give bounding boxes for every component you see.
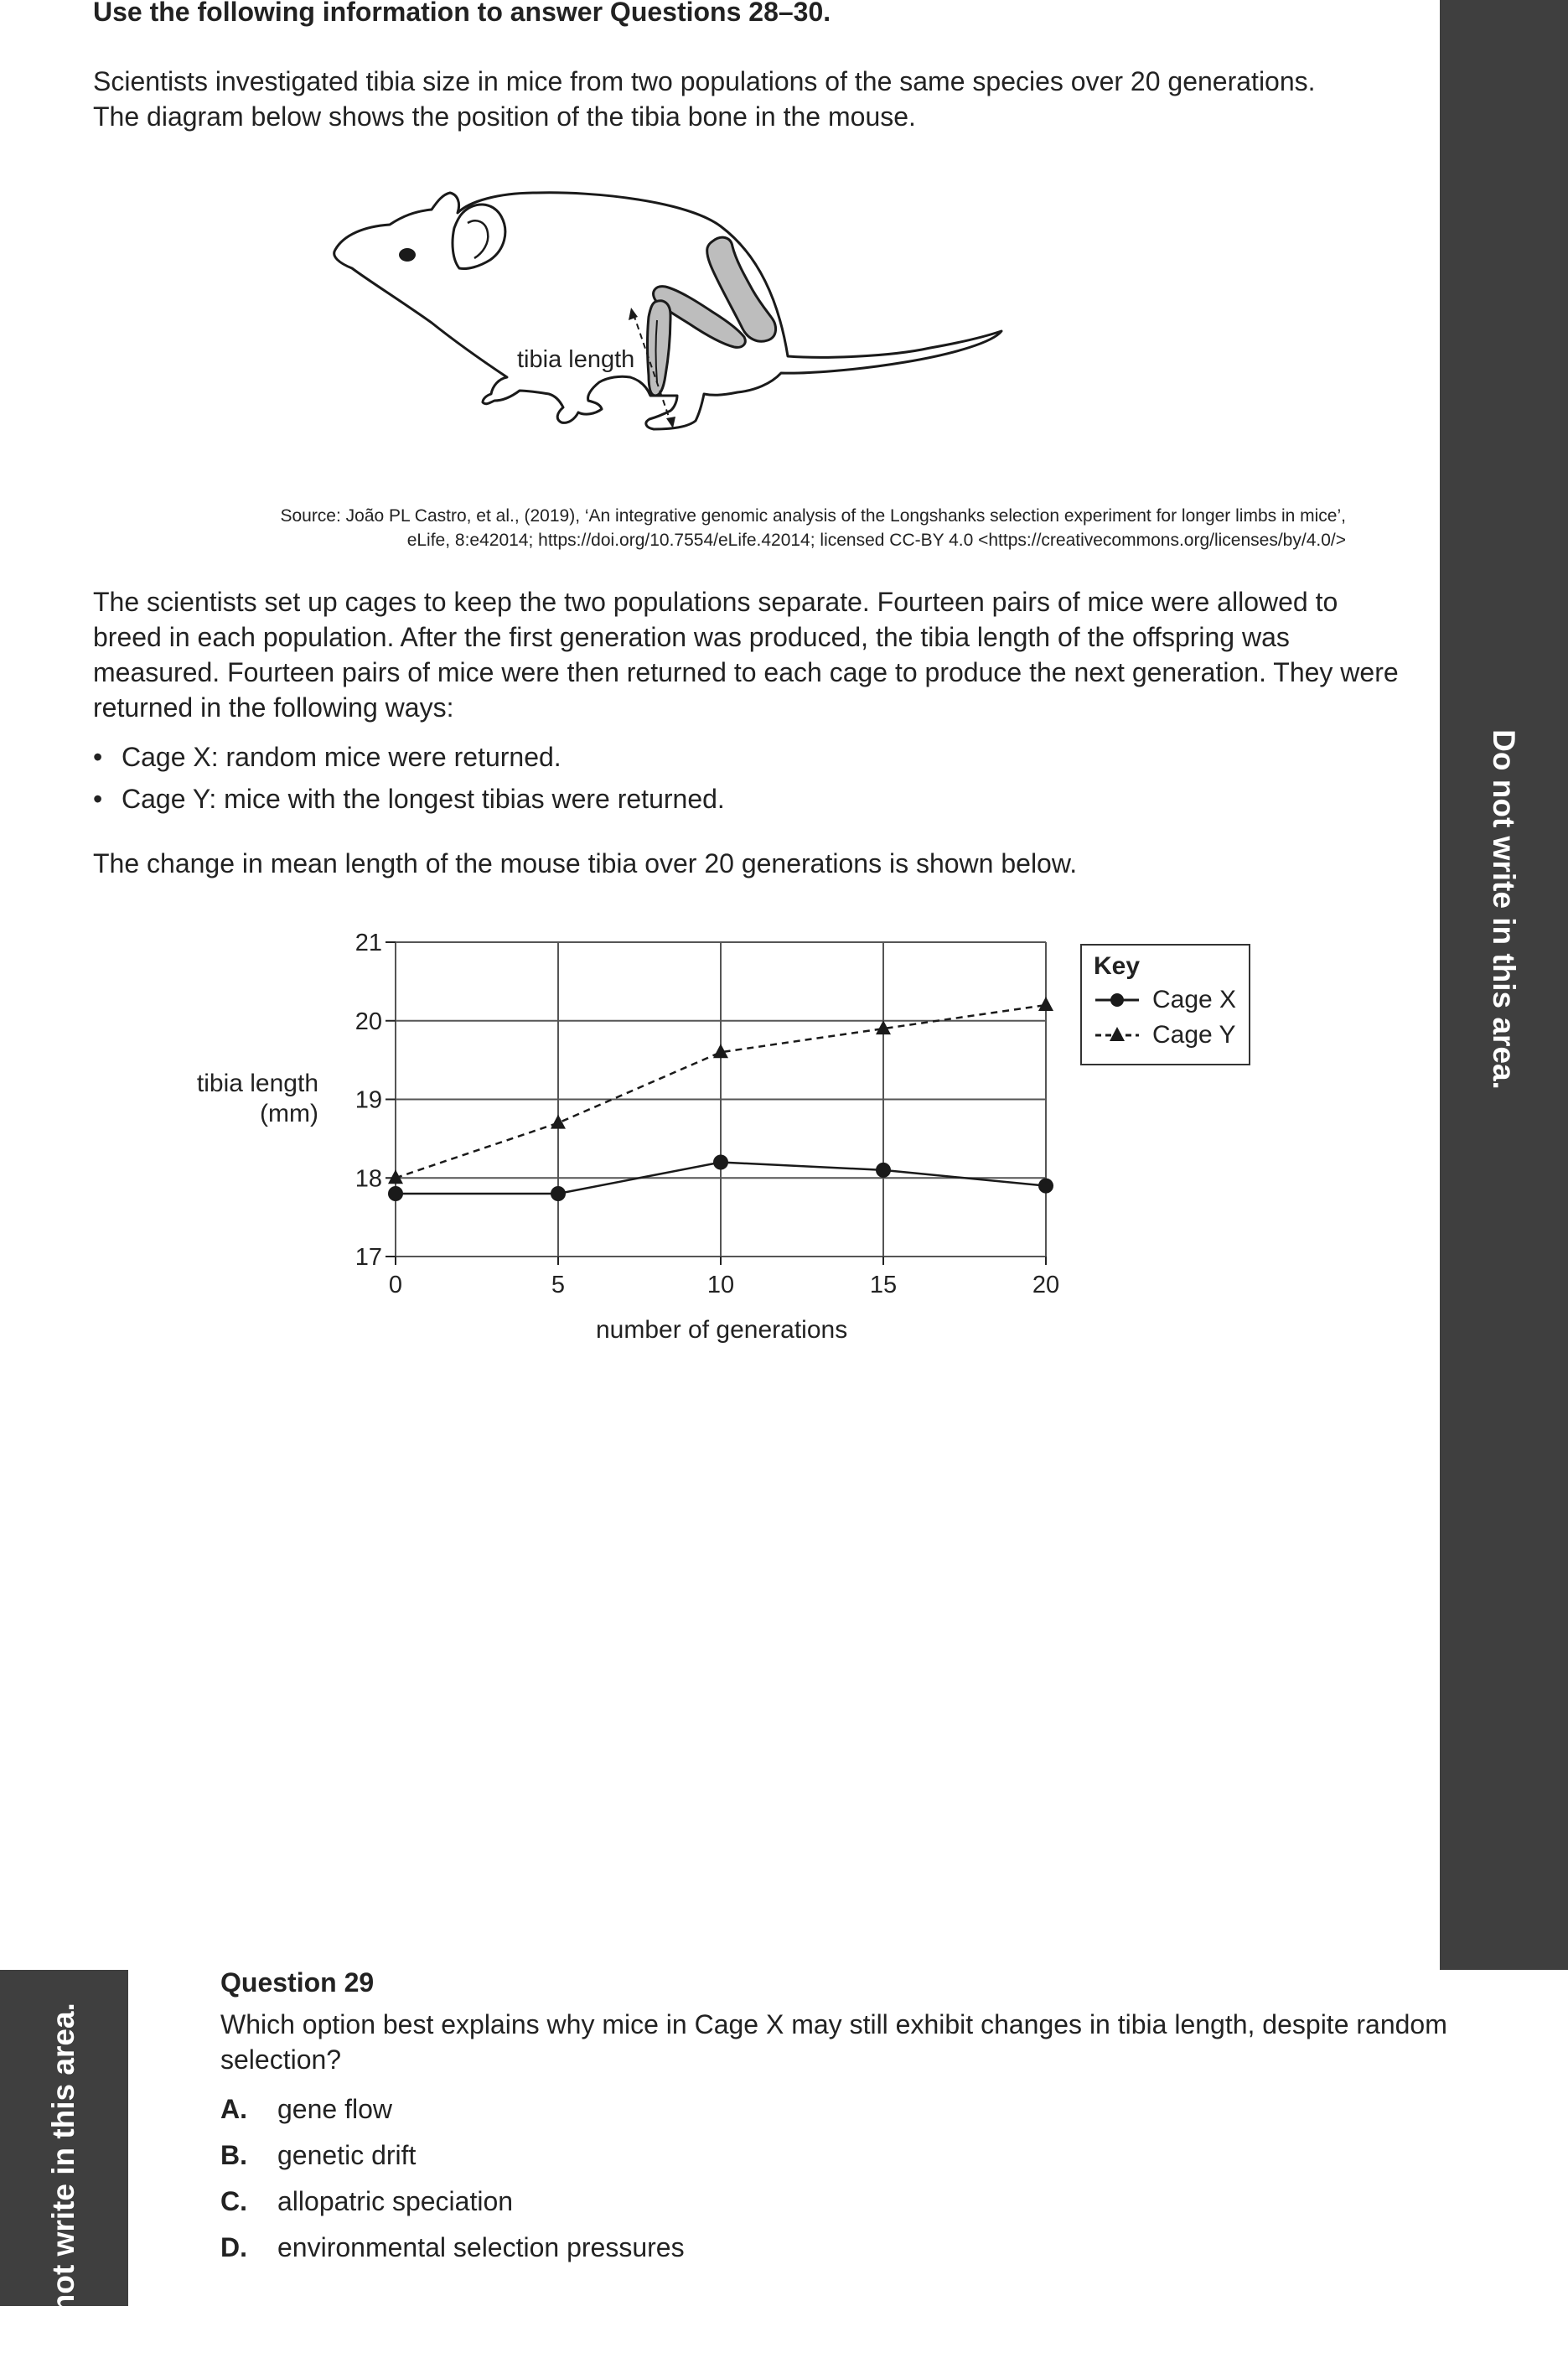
bullet-text: Cage Y: mice with the longest tibias were returned. xyxy=(122,784,725,814)
x-axis-label: number of generations xyxy=(596,1316,848,1344)
data-point-cage-x xyxy=(1038,1179,1053,1194)
y-axis-label-line-2: (mm) xyxy=(260,1100,318,1127)
legend-label-cage-y: Cage Y xyxy=(1152,1021,1236,1049)
option-text: genetic drift xyxy=(277,2140,417,2170)
method-paragraph: The scientists set up cages to keep the two populations separate. Fourteen pairs of mice were allowed to breed in each population. After the first generation was produced, the tibia length of the offspring was measured. Fourteen pairs of mice were then returned to each cage to produce the next generation. They were returned in the following ways: xyxy=(93,587,1399,723)
intro-line-2: The diagram below shows the position of the tibia bone in the mouse. xyxy=(93,101,916,132)
option-letter: C. xyxy=(220,2186,247,2216)
option-text: gene flow xyxy=(277,2094,392,2124)
question-title: Question 29 xyxy=(220,1967,375,1998)
option-letter: B. xyxy=(220,2140,247,2170)
option-text: environmental selection pressures xyxy=(277,2232,685,2262)
x-tick-label: 5 xyxy=(551,1272,566,1298)
margin-notice-right: Do not write in this area. xyxy=(1487,729,1521,1090)
option-letter: A. xyxy=(220,2094,247,2124)
chart-intro: The change in mean length of the mouse tibia over 20 generations is shown below. xyxy=(93,848,1078,878)
legend-marker-cage-x-icon xyxy=(1094,987,1141,1013)
data-point-cage-x xyxy=(551,1186,566,1201)
source-line-1: Source: João PL Castro, et al., (2019), ‘An integrative genomic analysis of the Longshanks selection experiment for longer limbs in mice’, xyxy=(280,506,1346,526)
margin-notice-left: Do not write in this area. xyxy=(46,2003,80,2363)
y-tick-label: 18 xyxy=(354,1165,382,1193)
data-point-cage-x xyxy=(876,1163,891,1178)
legend-label-cage-x: Cage X xyxy=(1152,986,1237,1013)
x-tick-label: 0 xyxy=(388,1272,403,1298)
data-point-cage-x xyxy=(388,1186,403,1201)
intro-line-1: Scientists investigated tibia size in mice from two populations of the same species over 20 generations. xyxy=(93,66,1316,96)
x-tick-label: 20 xyxy=(1032,1272,1060,1298)
question-text: Which option best explains why mice in Cage X may still exhibit changes in tibia length, despite random selection? xyxy=(220,2009,1447,2075)
y-tick-label: 17 xyxy=(354,1244,382,1271)
chart-legend xyxy=(1080,944,1250,1065)
bullet-dot-icon: • xyxy=(93,742,103,772)
bullet-dot-icon: • xyxy=(93,784,103,814)
source-line-2: eLife, 8:e42014; https://doi.org/10.7554/eLife.42014; licensed CC-BY 4.0 <https://creativecommons.org/licenses/by/4.0/> xyxy=(406,531,1346,550)
data-point-cage-x xyxy=(713,1155,728,1170)
y-axis-label-line-1: tibia length xyxy=(196,1070,318,1097)
section-heading: Use the following information to answer Questions 28–30. xyxy=(93,0,831,27)
legend-title: Key xyxy=(1094,952,1141,980)
x-tick-label: 10 xyxy=(706,1272,735,1298)
y-tick-label: 19 xyxy=(354,1086,382,1114)
option-letter: D. xyxy=(220,2232,247,2262)
data-point-cage-y xyxy=(1038,997,1053,1011)
bullet-text: Cage X: random mice were returned. xyxy=(122,742,561,772)
tibia-length-label: tibia length xyxy=(517,346,635,373)
x-tick-label: 15 xyxy=(869,1272,898,1298)
y-tick-label: 20 xyxy=(354,1008,382,1035)
y-tick-label: 21 xyxy=(354,930,382,956)
option-text: allopatric speciation xyxy=(277,2186,514,2216)
legend-marker-cage-y-icon xyxy=(1094,1023,1141,1048)
